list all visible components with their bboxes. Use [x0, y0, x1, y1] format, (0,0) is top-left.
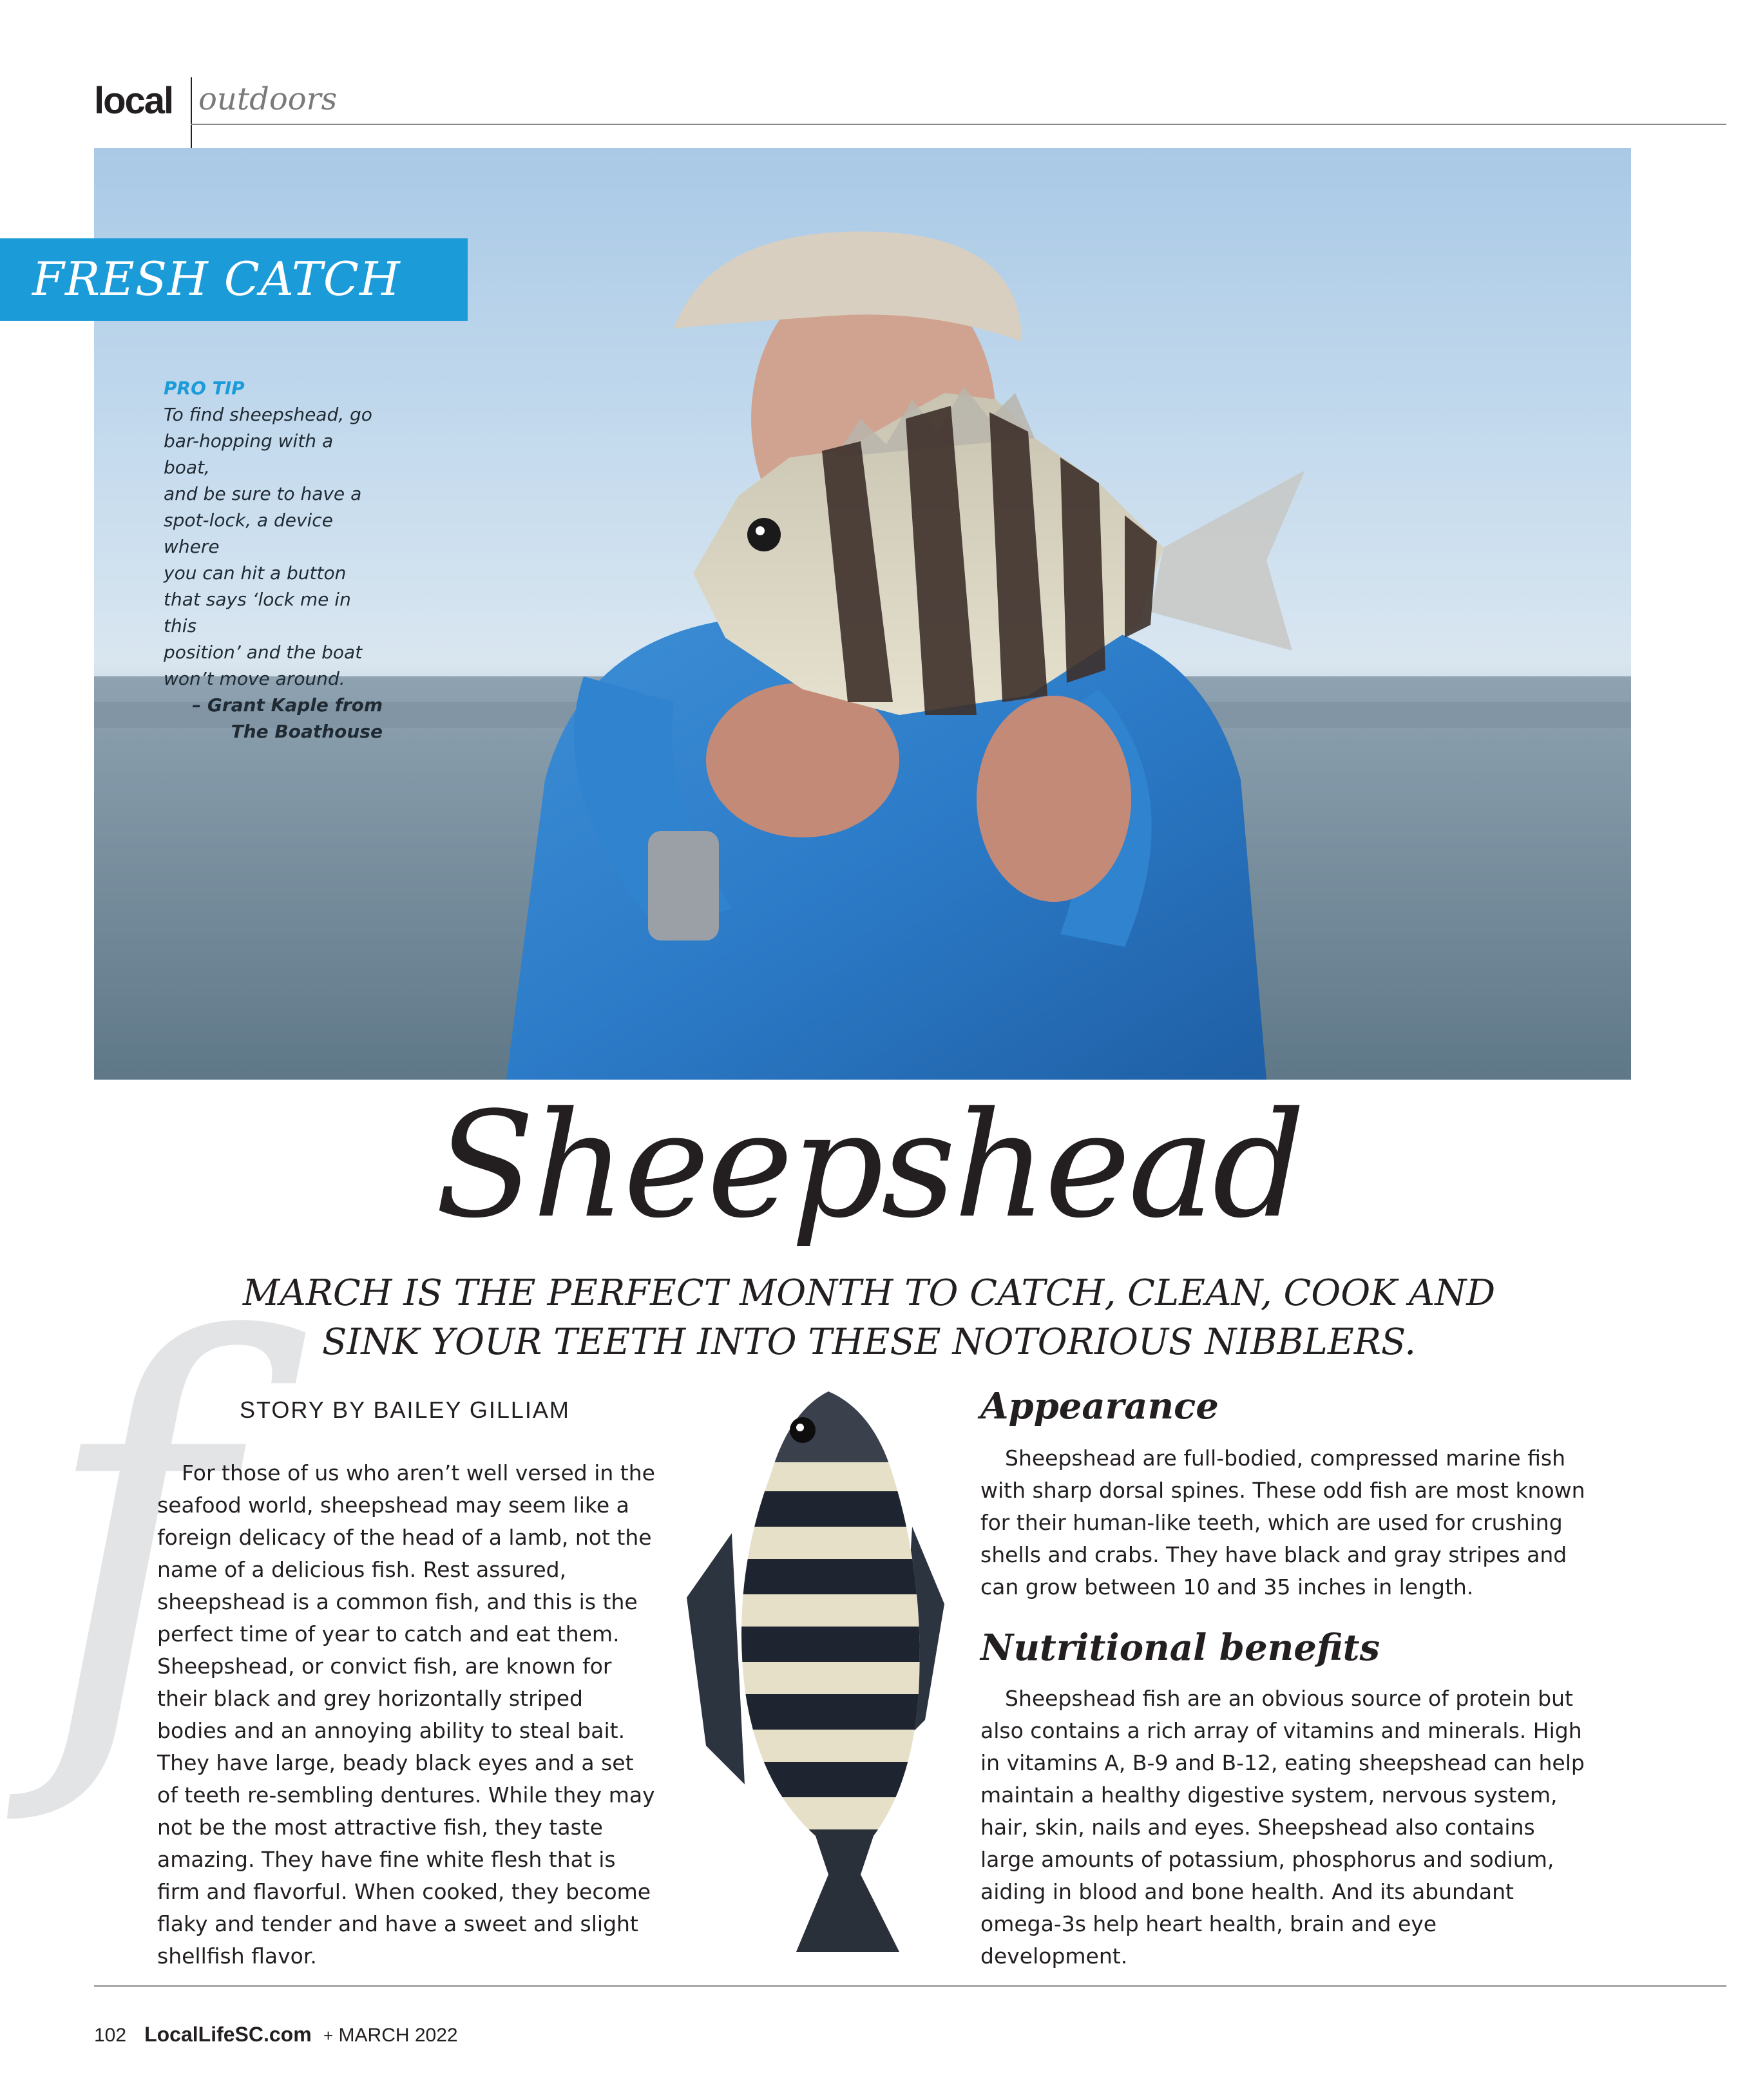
pro-tip-box — [164, 375, 383, 745]
nutrition-paragraph: Sheepshead fish are an obvious source of protein but also contains a rich array of vitamins and minerals. High in vitamins A, B-9 and B-12, eating sheepshead can help maintain a healthy digestive system, nervous system, hair, skin, nails and eyes. Sheepshead also contains large amounts of potassium, phosphorus and sodium, aiding in blood and bone health. And its abundant omega-3s help heart health, brain and eye development. — [980, 1686, 1585, 1969]
section-heading-appearance: Appearance — [980, 1385, 1219, 1427]
pro-tip-line: won’t move around. — [164, 668, 345, 689]
sheepshead-photo — [680, 1385, 951, 1965]
brand-logo: local — [94, 80, 173, 122]
footer-separator: + — [323, 2026, 334, 2045]
footer-rule — [94, 1985, 1726, 1987]
badge-label: FRESH CATCH — [32, 252, 401, 306]
site-link[interactable]: LocalLifeSC.com — [144, 2023, 312, 2046]
article-subtitle — [0, 1269, 1738, 1367]
header-divider — [191, 77, 192, 158]
issue-date: MARCH 2022 — [338, 2025, 458, 2046]
page-number: 102 — [94, 2025, 127, 2046]
attribution-line: The Boathouse — [231, 721, 383, 742]
appearance-paragraph: Sheepshead are full-bodied, compressed marine fish with sharp dorsal spines. These odd fish are most known for their human-like teeth, which are used for crushing shells and crabs. They have black and gray stripes and can grow between 10 and 35 inches in length. — [980, 1446, 1585, 1600]
pro-tip-line: position’ and the boat — [164, 642, 363, 663]
pro-tip-attribution — [164, 692, 383, 745]
drop-cap: f — [39, 1233, 230, 1833]
attribution-line: – Grant Kaple from — [192, 694, 383, 716]
pro-tip-line: bar-hopping with a boat, — [164, 430, 334, 478]
pro-tip-line: spot-lock, a device where — [164, 510, 333, 557]
intro-column — [157, 1457, 660, 1972]
article-title: Sheepshead — [435, 1081, 1303, 1250]
footer — [94, 2023, 458, 2047]
header-rule — [191, 124, 1726, 125]
pro-tip-line: To find sheepshead, go — [164, 404, 372, 425]
fresh-catch-badge — [0, 238, 468, 321]
section-heading-nutrition: Nutritional benefits — [980, 1627, 1380, 1670]
sidebar-column — [980, 1385, 1586, 1972]
pro-tip-line: you can hit a button — [164, 562, 347, 584]
pro-tip-line: and be sure to have a — [164, 483, 362, 504]
section-label: outdoors — [198, 81, 338, 117]
pro-tip-line: that says ‘lock me in this — [164, 589, 351, 636]
subtitle-line: SINK YOUR TEETH INTO THESE NOTORIOUS NIBBLERS. — [321, 1321, 1417, 1363]
byline: STORY BY BAILEY GILLIAM — [240, 1397, 570, 1423]
intro-paragraph: For those of us who aren’t well versed in the seafood world, sheepshead may seem like a foreign delicacy of the head of a lamb, not the name of a delicious fish. Rest assured, sheepshead is a common fish, and this is the perfect time of year to catch and eat them. Sheepshead, or convict fish, are known for their black and grey horizontally striped bodies and an annoying ability to steal bait. They have large, beady black eyes and a set of teeth re-sembling dentures. While they may not be the most attractive fish, they taste amazing. They have fine white flesh that is firm and flavorful. When cooked, they become flaky and tender and have a sweet and slight shellfish flavor. — [157, 1460, 655, 1969]
subtitle-line: MARCH IS THE PERFECT MONTH TO CATCH, CLEAN, COOK AND — [242, 1272, 1496, 1314]
pro-tip-heading: PRO TIP — [164, 377, 245, 399]
